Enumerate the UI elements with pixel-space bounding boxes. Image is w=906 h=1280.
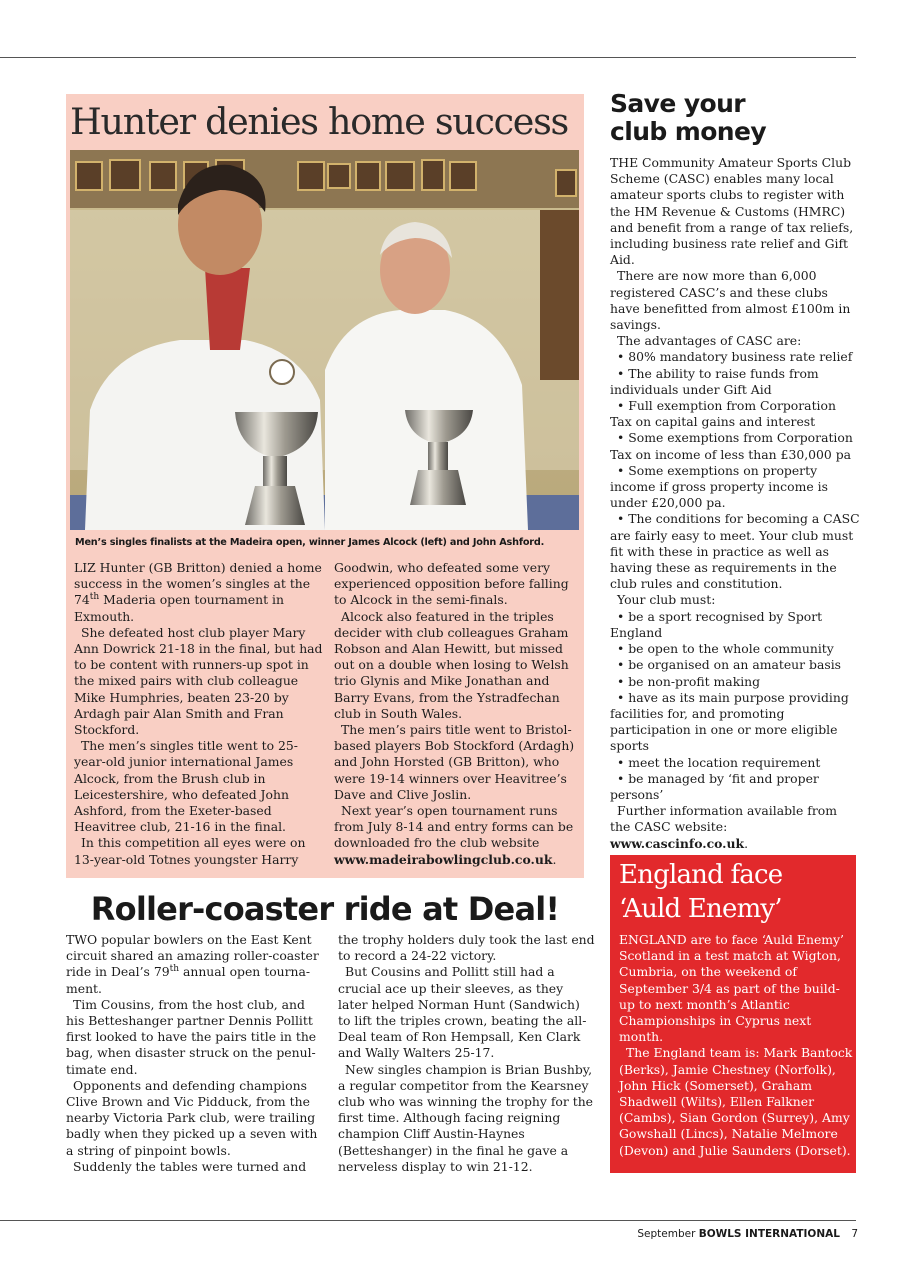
- paragraph: She defeated host club player Mary Ann Dowrick 21-18 in the final, but had to be content with runners-up spot in the mixed pairs with club colleague Mike Humphries, beaten 23-20 by Ardagh pair Alan Smith and Fran Stockford.: [74, 624, 323, 738]
- paragraph: The England team is: Mark Bantock (Berks), Jamie Chestney (Norfolk), John Hick (Somerset), Graham Shadwell (Wilts), Ellen Falkner (Cambs), Sian Gordon (Surrey), Amy Gowshall (Lincs), Natalie Melmore (Devon) and Julie Saunders (Dorset).: [619, 1045, 853, 1158]
- paragraph: TWO popular bowlers on the East Kent circuit shared an amazing roller-coaster ride in Deal’s 79th annual open tourna-ment.: [66, 932, 319, 996]
- hunter-article-box: [66, 94, 584, 878]
- paragraph: THE Community Amateur Sports Club Scheme (CASC) enables many local amateur sports clubs to register with the HM Revenue & Customs (HMRC) and benefit from a range of tax reliefs, including business rate relief and Gift Aid.: [610, 155, 854, 268]
- paragraph: LIZ Hunter (GB Britton) denied a home success in the women’s singles at the 74th Maderia open tournament in Exmouth.: [74, 560, 322, 624]
- casc-body: [610, 155, 860, 852]
- list-item: • be open to the whole community: [617, 641, 834, 657]
- list-item: • 80% mandatory business rate relief: [617, 349, 853, 365]
- paragraph: New singles champion is Brian Bushby, a regular competitor from the Kearsney club who was winning the trophy for the first time. Although facing reigning champion Cliff Austin-Haynes (Betteshanger) in the final he gave a nerveless display to win 21-12.: [338, 1061, 594, 1174]
- list-item: • be a sport recognised by Sport England: [610, 608, 823, 640]
- paragraph: In this competition all eyes were on 13-year-old Totnes youngster Harry: [74, 835, 306, 867]
- page-number: 7: [851, 1228, 858, 1240]
- paragraph: ENGLAND are to face ‘Auld Enemy’ Scotland in a test match at Wigton, Cumbria, on the weekend of September 3/4 as part of the build-up to next month’s Atlantic Championships in Cyprus next month.: [619, 932, 844, 1045]
- roller-column-1: [66, 932, 324, 1175]
- england-article-box: [610, 855, 856, 1173]
- top-rule: [0, 57, 856, 58]
- england-headline: England face ‘Auld Enemy’: [619, 860, 783, 924]
- list-item: • meet the location requirement: [617, 754, 821, 770]
- hunter-column-1: [74, 560, 326, 868]
- list-item: • The conditions for becoming a CASC are fairly easy to meet. Your club must fit with these in practice as well as having these as requirements in the club rules and constitution.: [610, 511, 860, 592]
- paragraph: The men’s pairs title went to Bristol-based players Bob Stockford (Ardagh) and John Horsted (GB Britton), who were 19-14 winners over Heavitree’s Dave and Clive Joslin.: [334, 722, 575, 802]
- paragraph: Alcock also featured in the triples decider with club colleagues Graham Robson and Alan Hewitt, but missed out on a double when losing to Welsh trio Glynis and Mike Jonathan and Barry Evans, from the Ystradfechan club in South Wales.: [334, 608, 569, 721]
- list-item: • Some exemptions from Corporation Tax on income of less than £30,000 pa: [610, 430, 853, 462]
- article-headline: Hunter denies home success: [70, 100, 568, 143]
- list-item: • Full exemption from Corporation Tax on capital gains and interest: [610, 398, 836, 430]
- list-item: • be non-profit making: [617, 673, 761, 689]
- paragraph: Your club must:: [617, 592, 716, 608]
- bottom-rule: [0, 1220, 856, 1221]
- casc-headline: Save your club money: [610, 89, 767, 146]
- footer-magazine-name: BOWLS INTERNATIONAL: [698, 1228, 840, 1240]
- paragraph: Goodwin, who defeated some very experienced opposition before falling to Alcock in the semi-finals.: [334, 560, 569, 608]
- paragraph: the trophy holders duly took the last end to record a 24-22 victory.: [338, 932, 595, 964]
- paragraph: Next year’s open tournament runs from July 8-14 and entry forms can be downloaded fro the club website www.madeirabowlingclub.co.uk.: [334, 803, 574, 867]
- paragraph: The men’s singles title went to 25-year-old junior international James Alcock, from the Brush club in Leicestershire, who defeated John Ashford, from the Exeter-based Heavitree club, 21-16 in the final.: [74, 738, 298, 835]
- club-website-link[interactable]: www.madeirabowlingclub.co.uk: [334, 851, 553, 867]
- list-item: • have as its main purpose providing facilities for, and promoting participation in one or more eligible sports: [610, 689, 849, 754]
- casc-website-link[interactable]: www.cascinfo.co.uk: [610, 835, 745, 851]
- paragraph: Tim Cousins, from the host club, and his Betteshanger partner Dennis Pollitt first looked to have the pairs title in the bag, when disaster struck on the penul-timate end.: [66, 996, 317, 1077]
- photo-caption: Men’s singles finalists at the Madeira open, winner James Alcock (left) and John Ashford.: [75, 537, 545, 548]
- paragraph: Further information available from the CASC website: www.cascinfo.co.uk.: [610, 803, 837, 851]
- list-item: • The ability to raise funds from individuals under Gift Aid: [610, 365, 819, 397]
- roller-column-2: [338, 932, 596, 1175]
- paragraph: There are now more than 6,000 registered CASC’s and these clubs have benefitted from almost £100m in savings.: [610, 268, 851, 333]
- paragraph: Suddenly the tables were turned and: [73, 1158, 307, 1174]
- list-item: • be organised on an amateur basis: [617, 657, 842, 673]
- article-photo: [70, 150, 579, 530]
- footer-month: September: [637, 1228, 696, 1240]
- article-headline: Roller-coaster ride at Deal!: [90, 890, 560, 928]
- list-item: • be managed by ‘fit and proper persons’: [610, 770, 819, 802]
- england-body: [619, 932, 853, 1159]
- paragraph: But Cousins and Pollitt still had a crucial ace up their sleeves, as they later helped Norman Hunt (Sandwich) to lift the triples crown, beating the all-Deal team of Ron Hempsall, Ken Clark and Wally Walters 25-17.: [338, 964, 587, 1061]
- page-footer: [637, 1228, 858, 1240]
- list-item: • Some exemptions on property income if gross property income is under £20,000 pa.: [610, 462, 828, 511]
- paragraph: The advantages of CASC are:: [617, 333, 802, 349]
- paragraph: Opponents and defending champions Clive Brown and Vic Pidduck, from the nearby Victoria Park club, were trailing badly when they picked up a seven with a string of pinpoint bowls.: [66, 1077, 318, 1158]
- hunter-column-2: [334, 560, 582, 868]
